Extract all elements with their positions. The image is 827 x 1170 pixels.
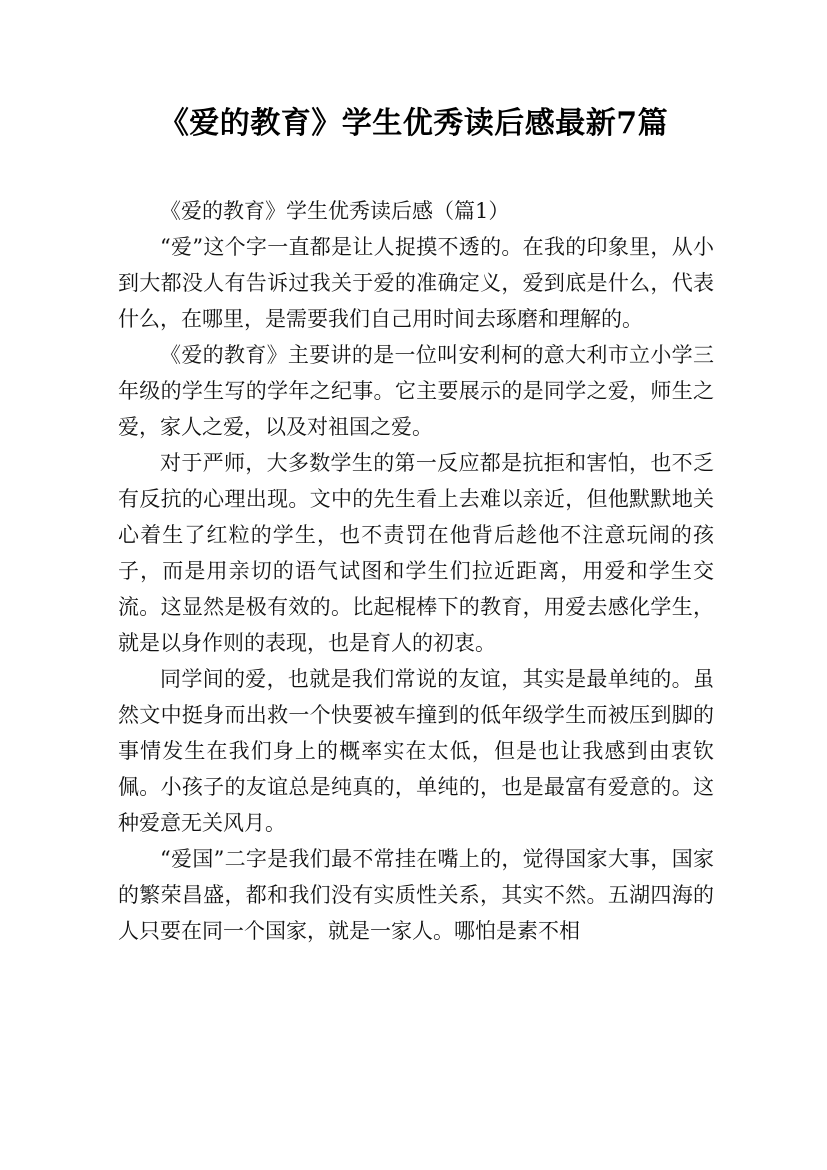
document-title: 《爱的教育》学生优秀读后感最新7篇: [158, 106, 669, 141]
paragraph-2: 《爱的教育》主要讲的是一位叫安利柯的意大利市立小学三年级的学生写的学年之纪事。它主要展示的是同学之爱，师生之爱，家人之爱，以及对祖国之爱。: [118, 343, 714, 439]
paragraph-1: “爱”这个字一直都是让人捉摸不透的。在我的印象里，从小到大都没人有告诉过我关于爱的准确定义，爱到底是什么，代表什么，在哪里，是需要我们自己用时间去琢磨和理解的。: [118, 235, 714, 331]
document-body: [118, 193, 714, 949]
paragraph-5: “爱国”二字是我们最不常挂在嘴上的，觉得国家大事，国家的繁荣昌盛，都和我们没有实质性关系，其实不然。五湖四海的人只要在同一个国家，就是一家人。哪怕是素不相: [118, 847, 714, 943]
paragraph-4: 同学间的爱，也就是我们常说的友谊，其实是最单纯的。虽然文中挺身而出救一个快要被车撞到的低年级学生而被压到脚的事情发生在我们身上的概率实在太低，但是也让我感到由衷钦佩。小孩子的友谊总是纯真的，单纯的，也是最富有爱意的。这种爱意无关风月。: [118, 667, 714, 835]
section-heading: 《爱的教育》学生优秀读后感（篇1）: [160, 199, 510, 223]
paragraph-3: 对于严师，大多数学生的第一反应都是抗拒和害怕，也不乏有反抗的心理出现。文中的先生看上去难以亲近，但他默默地关心着生了红粒的学生，也不责罚在他背后趁他不注意玩闹的孩子，而是用亲切的语气试图和学生们拉近距离，用爱和学生交流。这显然是极有效的。比起棍棒下的教育，用爱去感化学生，就是以身作则的表现，也是育人的初衷。: [118, 451, 714, 655]
